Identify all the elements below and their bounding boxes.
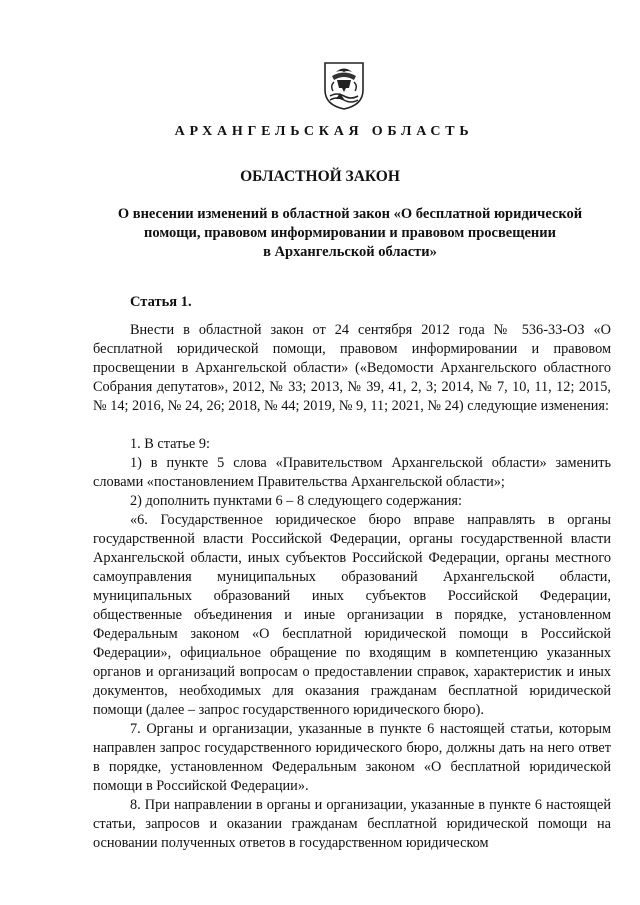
body-paragraph: «6. Государственное юридическое бюро вправе направлять в органы государственной власти Российской Федерации, органы государственной власти Архангельской области, иных субъектов Российской Федерации, органы местного самоуправления муниципальных образований Архангельской области, муниципальных образований иных субъектов Российской Федерации, общественные объединения и иные организации в порядке, установленном Федеральным законом «О бесплатной юридической помощи в Российской Федерации», официальное обращение по входящим в компетенцию указанных органов и организаций вопросам о предоставлении справок, характеристик и иных документов, необходимых для оказания гражданам бесплатной юридической помощи (далее – запрос государственного юридического бюро).	[93, 512, 611, 718]
body-paragraph: 7. Органы и организации, указанные в пункте 6 настоящей статьи, которым направлен запрос государственного юридического бюро, должны дать на него ответ в порядке, установленном Федеральным законом «О бесплатной юридической помощи в Российской Федерации».	[93, 721, 611, 794]
law-title	[60, 205, 640, 262]
law-title-line: О внесении изменений в областной закон «О бесплатной юридической	[117, 206, 583, 222]
law-type: ОБЛАСТНОЙ ЗАКОН	[240, 168, 400, 185]
body-paragraph: Внести в областной закон от 24 сентября 2012 года № 536-33-ОЗ «О бесплатной юридической помощи, правовом информировании и правовом просвещении в Архангельской области» («Ведомости Архангельского областного Собрания депутатов», 2012, № 33; 2013, № 39, 41, 2, 3; 2014, № 7, 10, 11, 12; 2015, № 14; 2016, № 24, 26; 2018, № 44; 2019, № 9, 11; 2021, № 24) следующие изменения:	[93, 322, 611, 414]
law-title-line: в Архангельской области»	[263, 244, 437, 260]
body-paragraph: 1. В статье 9:	[130, 436, 210, 452]
body-paragraph: 1) в пункте 5 слова «Правительством Архангельской области» заменить словами «постановлением Правительства Архангельской области»;	[93, 455, 611, 490]
document-body	[93, 321, 611, 853]
region-name: АРХАНГЕЛЬСКАЯ ОБЛАСТЬ	[174, 124, 474, 139]
body-paragraph: 2) дополнить пунктами 6 – 8 следующего содержания:	[130, 493, 462, 509]
article-heading: Статья 1.	[130, 294, 192, 310]
law-title-line: помощи, правовом информировании и правовом просвещении	[144, 225, 556, 241]
body-paragraph: 8. При направлении в органы и организации, указанные в пункте 6 настоящей статьи, запросов и оказании гражданам бесплатной юридической помощи на основании полученных ответов в государственном юридическом	[93, 797, 611, 851]
coat-of-arms-icon	[322, 60, 366, 110]
